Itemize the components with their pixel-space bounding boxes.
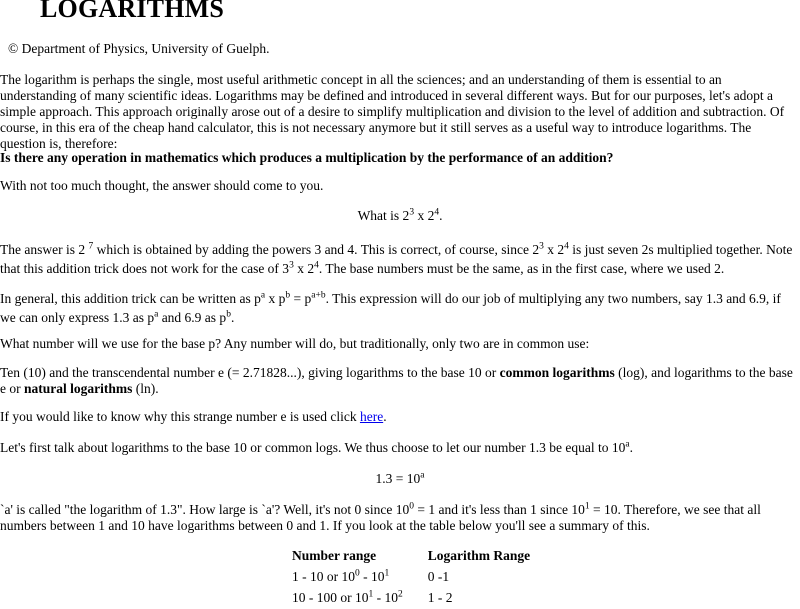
number-range-cell: 10 - 100 or $10^1 - 10^2$ — [292, 589, 403, 605]
natural-logarithms-term: natural logarithms — [24, 381, 133, 396]
equation-line: $1.3 = 10^a$ — [375, 470, 425, 486]
general-paragraph: In general, this addition trick can be written as $p^a$ x $p^b = p^{a+b}$. This expression will do our job of multiplying any two numbers, say 1.3 and 6.9, if we can only express 1.3 as $p^a$ and 6.9 as $p^b$. — [0, 290, 781, 325]
copyright-notice: © Department of Physics, University of Guelph. — [8, 41, 270, 56]
answer-paragraph: The answer is 2 $^7$ which is obtained by adding the powers 3 and 4. This is correct, of course, since $2^3$ x $2^4$ is just seven 2s multiplied together. Note that this addition trick does not work for the case of $3^3$ x $2^4$. The base numbers must be the same, as in the first case, where we used 2. — [0, 241, 793, 276]
page-title: LOGARITHMS — [40, 0, 225, 23]
log-range-table — [289, 546, 533, 609]
table-row — [289, 567, 533, 588]
intro-paragraph: The logarithm is perhaps the single, most useful arithmetic concept in all the sciences; and an understanding of them is essential to an understanding of many scientific ideas. Logarithms may be defined and introduced in several different ways. But for our purposes, let's adopt a simple approach. This approach originally arose out of a desire to simplify multiplication and division to the level of addition and subtraction. Of course, in this era of the cheap hand calculator, this is not necessary anymore but it still serves as a useful way to introduce logarithms. The question is, therefore: — [0, 72, 785, 151]
explain-paragraph: `a' is called "the logarithm of 1.3". How large is `a'? Well, it's not 0 since $10^0 = 1$ and it's less than 1 since $10^1 = 10$. Therefore, we see that all numbers between 1 and 10 have logarithms between 0 and 1. If you look at the table below you'll see a summary of this. — [0, 501, 761, 533]
question-text: Is there any operation in mathematics which produces a multiplication by the performance of an addition? — [0, 150, 614, 165]
common-logs-paragraph: Let's first talk about logarithms to the base 10 or common logs. We thus choose to let our number 1.3 be equal to 10$^a$. — [0, 439, 633, 455]
logarithm-range-cell: 0 -1 — [427, 569, 450, 584]
logarithm-range-header: Logarithm Range — [427, 548, 531, 563]
here-link[interactable]: here — [359, 409, 384, 424]
number-range-cell: 1 - 10 or $10^0 - 10^1$ — [292, 568, 390, 584]
question-paragraph — [0, 150, 800, 166]
common-logarithms-term: common logarithms — [499, 365, 615, 380]
what-is-line: What is $2^3$ x $2^4$. — [357, 207, 443, 223]
hint-paragraph: With not too much thought, the answer should come to you. — [0, 178, 324, 193]
why-e-paragraph: If you would like to know why this strange number e is used click here. — [0, 409, 387, 424]
logarithm-range-cell: 1 - 2 — [427, 590, 453, 605]
bases-paragraph: Ten (10) and the transcendental number e (= 2.71828...), giving logarithms to the base 10 or common logarithms (log), and logarithms to the base e or natural logarithms (ln). — [0, 365, 793, 396]
number-range-header: Number range — [292, 548, 377, 563]
table-header-row — [289, 546, 533, 567]
base-question-paragraph: What number will we use for the base p? Any number will do, but traditionally, only two are in common use: — [0, 336, 590, 351]
table-row — [289, 588, 533, 609]
